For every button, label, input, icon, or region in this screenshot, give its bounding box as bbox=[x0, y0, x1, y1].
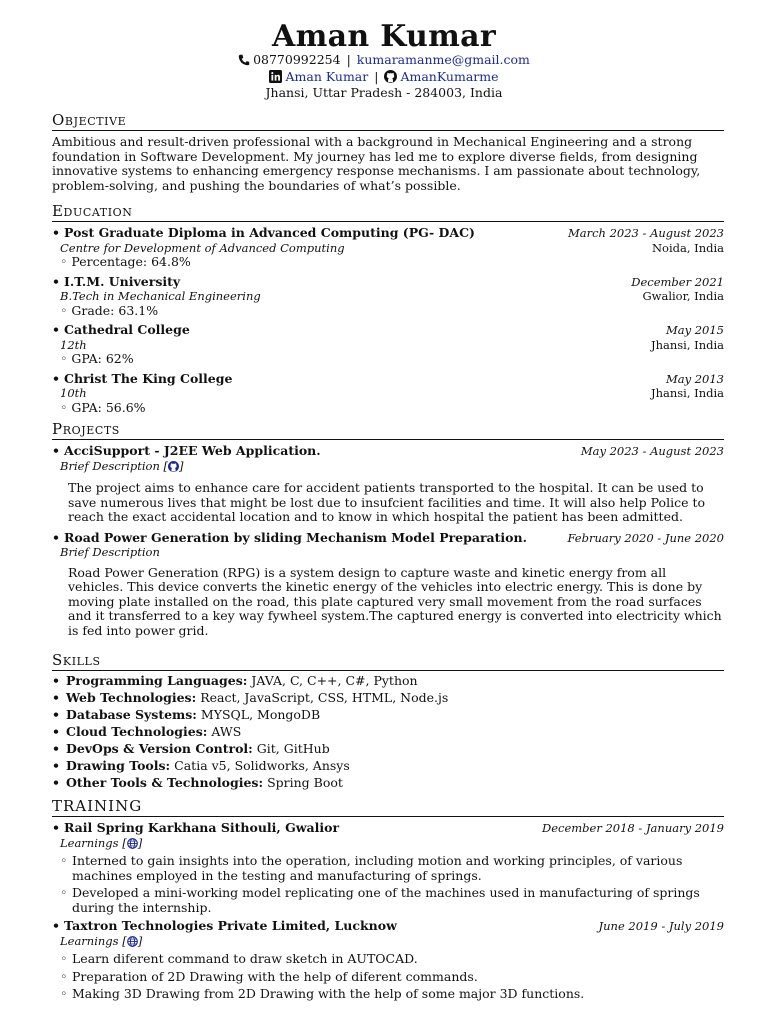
project-description: Road Power Generation (RPG) is a system design to capture waste and kinetic energy from all vehicles. This device converts the kinetic energy of the vehicles into electric energy. This is done by moving plate installed on the road, this plate captured very small movement from the road surfaces and it transferred to a key way fywheel system.The captured energy is converted into electricity which is fed into power grid. bbox=[68, 564, 722, 638]
degree: B.Tech in Mechanical Engineering bbox=[60, 289, 261, 303]
skill-value: Git, GitHub bbox=[256, 741, 330, 756]
skill-item bbox=[52, 672, 724, 689]
skill-label: Database Systems: bbox=[66, 707, 197, 722]
score: ◦ Grade: 63.1% bbox=[52, 304, 724, 319]
skill-label: Other Tools & Technologies: bbox=[66, 775, 264, 790]
separator: | bbox=[374, 69, 379, 84]
skill-value: Spring Boot bbox=[267, 775, 343, 790]
training-name: • Rail Spring Karkhana Sithouli, Gwalior bbox=[52, 821, 339, 836]
skill-label: Drawing Tools: bbox=[66, 758, 171, 773]
score: ◦ Percentage: 64.8% bbox=[52, 255, 724, 270]
education-date: December 2021 bbox=[631, 274, 724, 289]
skill-item bbox=[52, 740, 724, 757]
training-section bbox=[52, 797, 724, 1002]
skill-item bbox=[52, 723, 724, 740]
skill-value: MYSQL, MongoDB bbox=[200, 707, 321, 722]
school-name: • Christ The King College bbox=[52, 372, 232, 387]
phone-icon bbox=[238, 54, 250, 70]
skill-value: Catia v5, Solidworks, Ansys bbox=[174, 758, 350, 773]
objective-text: Ambitious and result-driven professional with a background in Mechanical Engineering and a strong foundation in Software Development. My journey has led me to explore diverse fields, from designing innovative systems to enhancing emergency response mechanisms. I am passionate about technology, problem-solving, and pushing the boundaries of what’s possible. bbox=[52, 134, 701, 193]
email-link[interactable]: kumaramanme@gmail.com bbox=[356, 52, 530, 67]
section-title-projects: Projects bbox=[52, 420, 724, 440]
score: ◦ GPA: 62% bbox=[52, 352, 724, 367]
project-date: February 2020 - June 2020 bbox=[567, 530, 724, 545]
education-entry bbox=[52, 226, 724, 270]
skill-item bbox=[52, 706, 724, 723]
github-icon[interactable] bbox=[168, 461, 179, 476]
section-title-education: Education bbox=[52, 202, 724, 222]
separator: | bbox=[346, 52, 351, 67]
section-title-training: TRAINING bbox=[52, 797, 724, 817]
training-point: ◦ Learn diferent command to draw sketch in AUTOCAD. bbox=[52, 952, 724, 967]
phone-number: 08770992254 bbox=[253, 52, 341, 67]
education-entry bbox=[52, 372, 724, 416]
degree: 12th bbox=[60, 337, 87, 352]
skill-item bbox=[52, 689, 724, 706]
education-date: May 2015 bbox=[665, 323, 724, 337]
education-section bbox=[52, 202, 724, 415]
training-date: June 2019 - July 2019 bbox=[598, 919, 724, 933]
section-title-objective: Objective bbox=[52, 111, 724, 131]
skill-item bbox=[52, 774, 724, 791]
location: Jhansi, India bbox=[650, 337, 724, 352]
section-title-skills: Skills bbox=[52, 651, 724, 671]
skills-section bbox=[52, 651, 724, 791]
training-name: • Taxtron Technologies Private Limited, Lucknow bbox=[52, 919, 397, 934]
education-date: May 2013 bbox=[665, 371, 724, 386]
bracket-close: ] bbox=[137, 835, 143, 850]
education-date: March 2023 - August 2023 bbox=[567, 226, 724, 240]
training-point: ◦ Preparation of 2D Drawing with the help of diferent commands. bbox=[52, 970, 724, 985]
project-name: • Road Power Generation by sliding Mechanism Model Preparation. bbox=[52, 531, 527, 546]
bracket-close: ] bbox=[179, 458, 184, 473]
projects-section bbox=[52, 420, 724, 638]
learnings-label: Learnings [ bbox=[60, 933, 127, 948]
skill-label: Cloud Technologies: bbox=[66, 724, 208, 739]
objective-section bbox=[52, 111, 724, 193]
training-point: ◦ Developed a mini-working model replicating one of the machines used in manufacturing of springs during the internship. bbox=[52, 886, 724, 915]
skill-value: AWS bbox=[211, 724, 242, 739]
skill-value: React, JavaScript, CSS, HTML, Node.js bbox=[200, 690, 449, 705]
degree: 10th bbox=[60, 386, 87, 400]
score: ◦ GPA: 56.6% bbox=[52, 401, 724, 416]
project-date: May 2023 - August 2023 bbox=[580, 444, 724, 458]
training-point: ◦ Making 3D Drawing from 2D Drawing with the help of some major 3D functions. bbox=[52, 987, 724, 1002]
location: Gwalior, India bbox=[642, 289, 724, 303]
brief-description-label: Brief Description bbox=[60, 545, 160, 559]
github-link[interactable]: AmanKumarme bbox=[400, 69, 499, 84]
contact-line-1 bbox=[0, 52, 768, 70]
brief-description-label: Brief Description [ bbox=[60, 458, 169, 473]
skill-label: Web Technologies: bbox=[66, 690, 197, 705]
degree: Centre for Development of Advanced Computing bbox=[60, 240, 345, 255]
project-entry bbox=[52, 444, 724, 525]
training-date: December 2018 - January 2019 bbox=[541, 821, 724, 835]
education-entry bbox=[52, 323, 724, 367]
skill-value: JAVA, C, C++, C#, Python bbox=[251, 673, 418, 688]
address: Jhansi, Uttar Pradesh - 284003, India bbox=[265, 85, 503, 100]
candidate-name: Aman Kumar bbox=[272, 19, 496, 54]
skill-label: Programming Languages: bbox=[66, 673, 248, 688]
location: Jhansi, India bbox=[650, 386, 724, 400]
training-entry bbox=[52, 919, 724, 1002]
training-point: ◦ Interned to gain insights into the operation, including motion and working principles, of various machines employed in the testing and manufacturing of springs. bbox=[52, 854, 724, 883]
skill-item bbox=[52, 757, 724, 774]
skill-label: DevOps & Version Control: bbox=[66, 741, 253, 756]
location: Noida, India bbox=[651, 240, 724, 255]
project-name: • AcciSupport - J2EE Web Application. bbox=[52, 444, 321, 459]
training-entry bbox=[52, 821, 724, 915]
globe-icon[interactable] bbox=[127, 936, 138, 951]
linkedin-link[interactable]: Aman Kumar bbox=[285, 69, 369, 84]
education-entry bbox=[52, 275, 724, 319]
school-name: • Post Graduate Diploma in Advanced Computing (PG- DAC) bbox=[52, 226, 475, 241]
school-name: • Cathedral College bbox=[52, 323, 190, 338]
globe-icon[interactable] bbox=[127, 838, 138, 853]
project-entry bbox=[52, 531, 724, 639]
project-description: The project aims to enhance care for accident patients transported to the hospital. It can be used to save numerous lives that might be lost due to insufcient facilities and time. It will also help Police to reach the exact accidental location and to know in which hospital the patient has been admitted. bbox=[68, 480, 705, 524]
bracket-close: ] bbox=[137, 933, 143, 948]
learnings-label: Learnings [ bbox=[60, 835, 127, 850]
school-name: • I.T.M. University bbox=[52, 275, 180, 290]
